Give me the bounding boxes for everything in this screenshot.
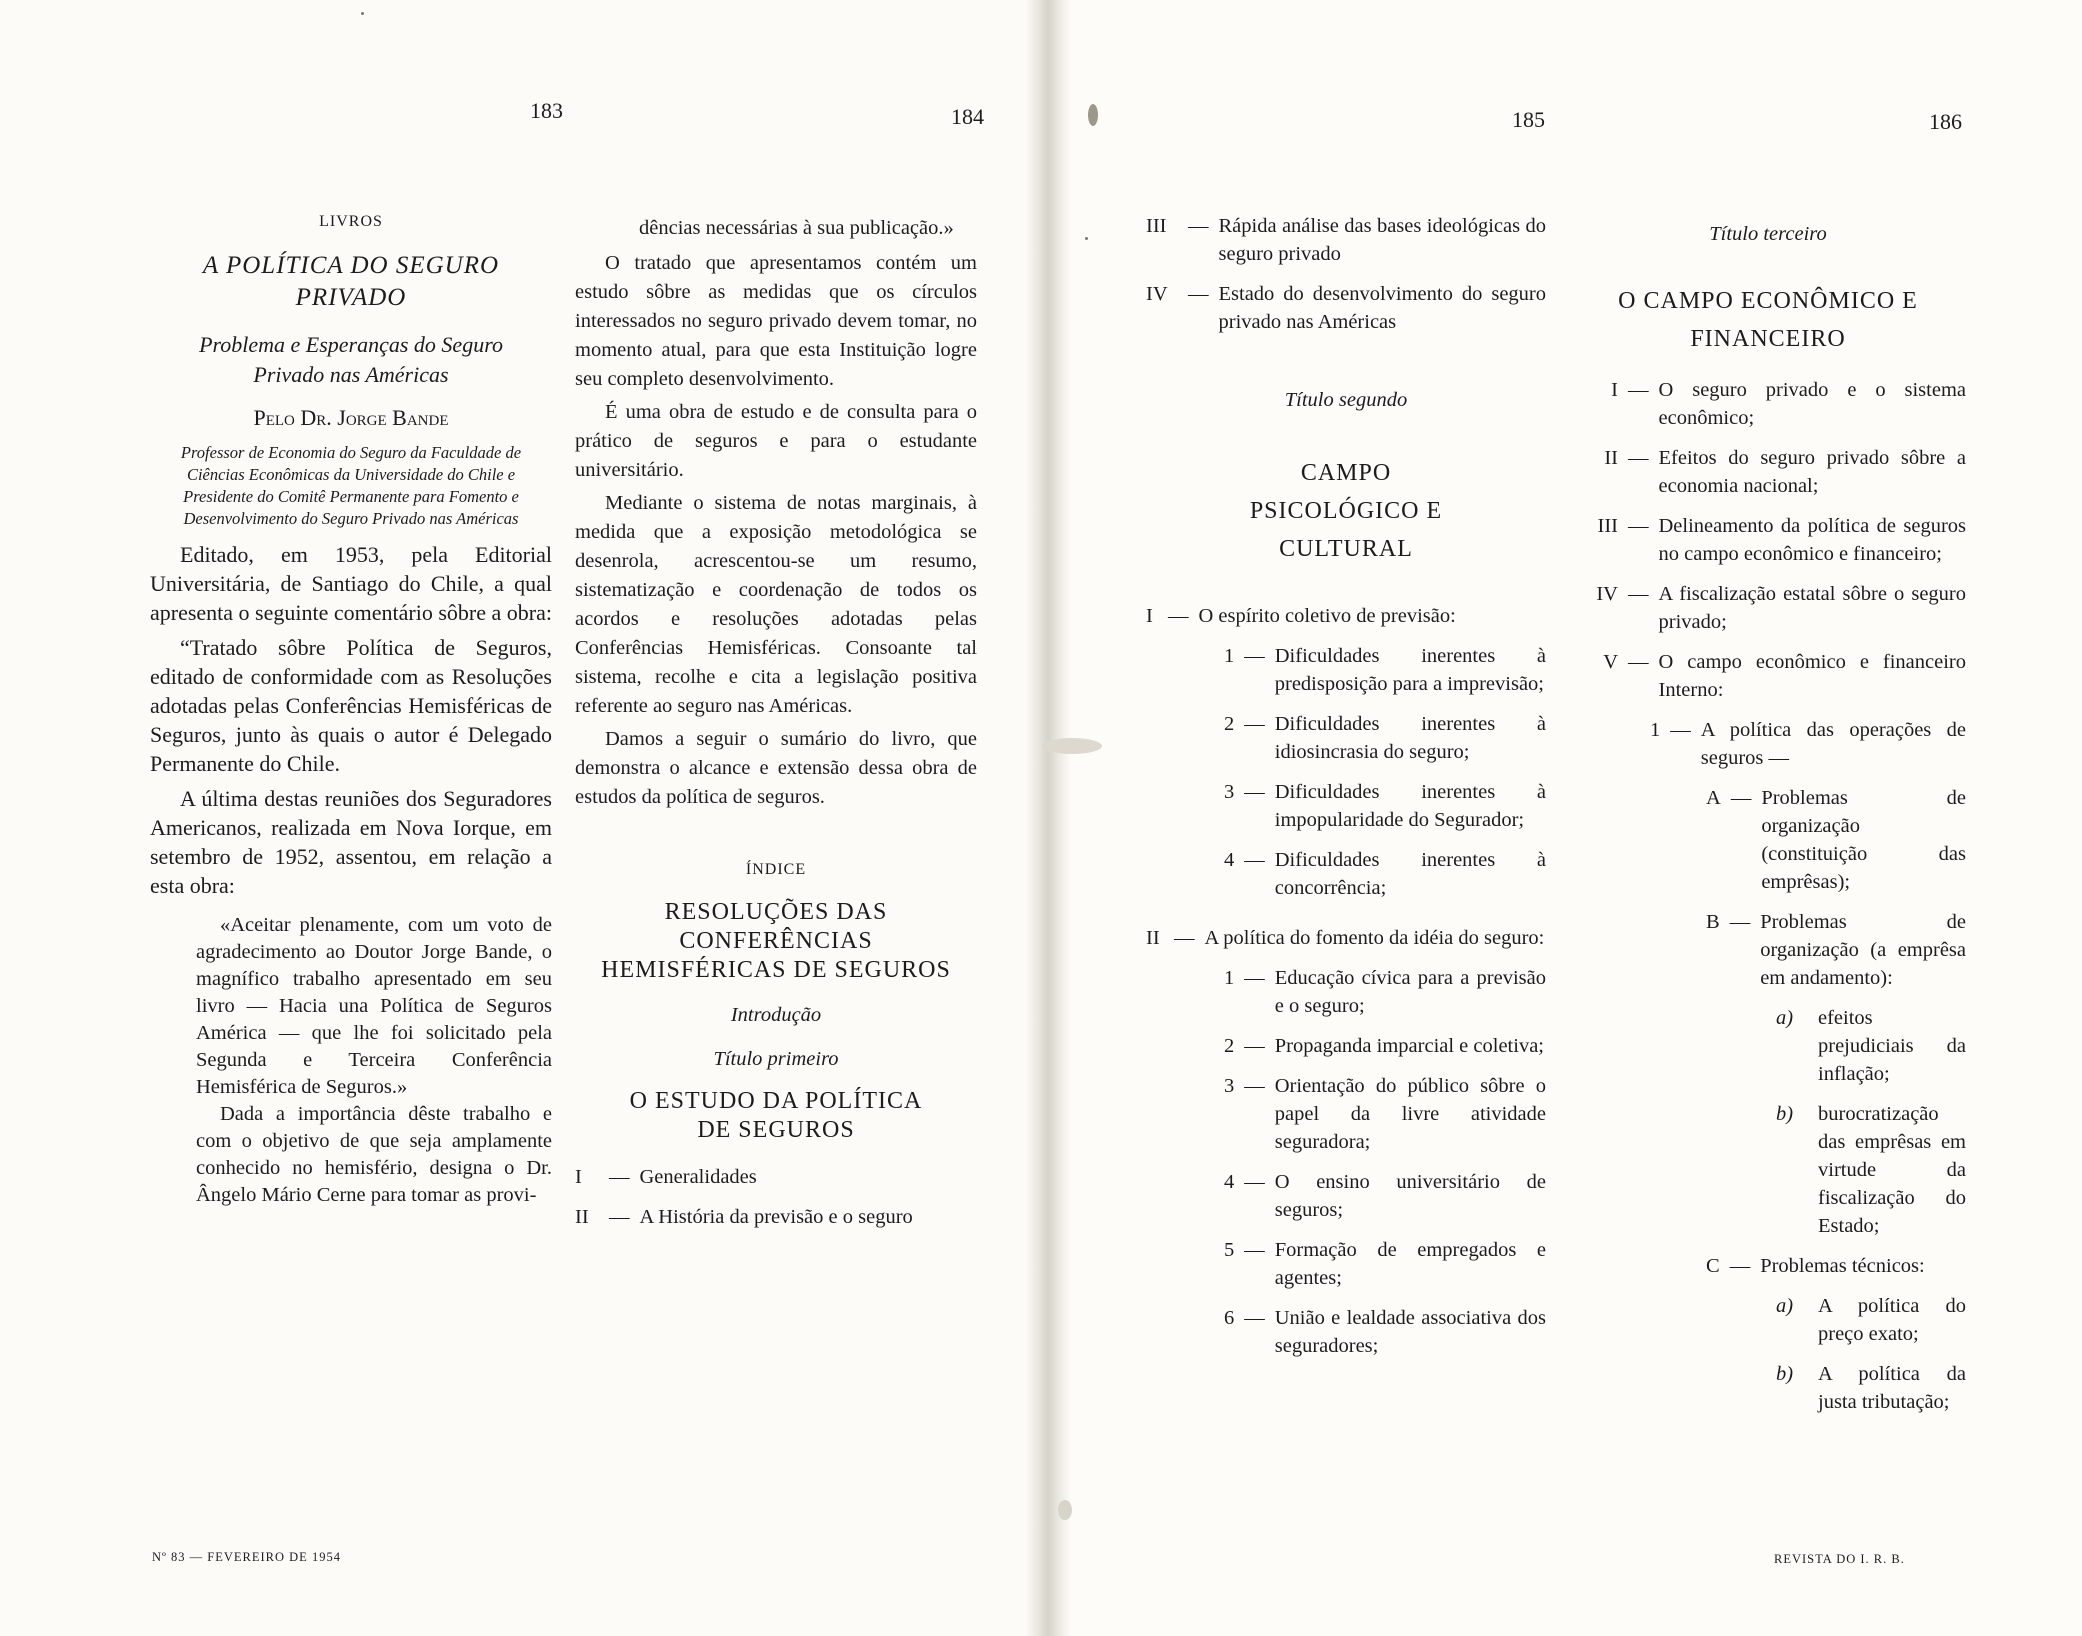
title-third-list bbox=[1570, 376, 1966, 704]
entry-number: 3 bbox=[1224, 781, 1235, 803]
title-first-label: Título primeiro bbox=[713, 1048, 839, 1070]
article-author: Pelo Dr. Jorge Bande bbox=[253, 405, 449, 430]
subentry-item bbox=[1776, 1004, 1966, 1088]
entry-text: Problemas de organização (constituição das emprêsas); bbox=[1761, 787, 1966, 893]
title-first-heading: O ESTUDO DA POLÍTICA DE SEGUROS bbox=[629, 1088, 923, 1143]
index-entry: I — Generalidades bbox=[575, 1163, 977, 1191]
subentry-item bbox=[1776, 1360, 1966, 1416]
page-number-186: 186 bbox=[1929, 109, 1962, 134]
section-II-sublist bbox=[1224, 964, 1546, 1360]
paragraph: Editado, em 1953, pela Editorial Universitária, de Santiago do Chile, a qual apresenta o seguinte comentário sôbre a obra: bbox=[150, 542, 552, 625]
entry-number: 1 bbox=[1224, 645, 1235, 667]
paragraph: É uma obra de estudo e de consulta para o prático de seguros e para o estudante universitário. bbox=[575, 401, 977, 481]
paragraph: “Tratado sôbre Política de Seguros, editado de conformidade com as Resoluções adotadas pelas Conferências Hemisféricas de Seguros, junto às quais o autor é Delegado Permanente do Chile. bbox=[150, 635, 552, 776]
entry-text: Problemas técnicos: bbox=[1760, 1255, 1925, 1277]
entry-text: A política do fomento da idéia do seguro: bbox=[1204, 927, 1545, 949]
index-title: RESOLUÇÕES DAS CONFERÊNCIAS HEMISFÉRICAS DE SEGUROS bbox=[601, 899, 951, 983]
index-entry: II — Efeitos do seguro privado sôbre a economia nacional; bbox=[1570, 444, 1966, 500]
subentry-A: A — Problemas de organização (constituição das emprêsas); bbox=[1706, 784, 1966, 896]
entry-number: I bbox=[575, 1166, 582, 1188]
index-entry: IV — A fiscalização estatal sôbre o seguro privado; bbox=[1570, 580, 1966, 636]
block-quote bbox=[196, 912, 552, 1209]
title-second-heading: CAMPO PSICOLÓGICO E CULTURAL bbox=[1249, 460, 1443, 562]
column-page-186 bbox=[1570, 220, 1966, 1428]
column-page-183 bbox=[150, 208, 552, 1209]
index-entry: I — O seguro privado e o sistema econômico; bbox=[1570, 376, 1966, 432]
quote-paragraph: Dada a importância dêste trabalho e com o objetivo de que seja amplamente conhecido no hemisfério, designa o Dr. Ângelo Mário Cerne para tomar as provi- bbox=[196, 1103, 552, 1206]
binding-stitch bbox=[1042, 738, 1102, 754]
entry-number: III bbox=[1146, 215, 1167, 237]
paragraph: Damos a seguir o sumário do livro, que demonstra o alcance e extensão dessa obra de estudos da política de seguros. bbox=[575, 728, 977, 808]
entry-number: 4 bbox=[1224, 849, 1235, 871]
entry-number: IV bbox=[1146, 283, 1168, 305]
entry-text: Efeitos do seguro privado sôbre a economia nacional; bbox=[1658, 447, 1966, 497]
entry-text: Orientação do público sôbre o papel da livre atividade seguradora; bbox=[1274, 1075, 1546, 1153]
subentry-C-items bbox=[1776, 1292, 1966, 1416]
subentry: 3 — Orientação do público sôbre o papel da livre atividade seguradora; bbox=[1224, 1072, 1546, 1156]
entry-text: A política do preço exato; bbox=[1818, 1295, 1966, 1345]
entry-number: 5 bbox=[1224, 1239, 1235, 1261]
subentry: 1 — Educação cívica para a previsão e o seguro; bbox=[1224, 964, 1546, 1020]
entry-number: V bbox=[1603, 651, 1618, 673]
entry-number: II bbox=[575, 1206, 589, 1228]
entry-text: Dificuldades inerentes à predisposição para a imprevisão; bbox=[1274, 645, 1546, 695]
subentry: 1 — A política das operações de seguros — bbox=[1650, 716, 1966, 772]
quote-paragraph: «Aceitar plenamente, com um voto de agradecimento ao Doutor Jorge Bande, o magnífico trabalho apresentado em seu livro — Hacia una Política de Seguros América — que lhe foi solicitado pela Segunda e Terceira Conferência Hemisférica de Seguros.» bbox=[196, 914, 552, 1098]
page-number-183: 183 bbox=[530, 98, 563, 123]
entry-number: II bbox=[1146, 927, 1160, 949]
entry-text: Rápida análise das bases ideológicas do seguro privado bbox=[1218, 215, 1546, 265]
entry-text: Formação de empregados e agentes; bbox=[1274, 1239, 1546, 1289]
page-number-185: 185 bbox=[1512, 107, 1545, 132]
entry-text: Delineamento da política de seguros no campo econômico e financeiro; bbox=[1658, 515, 1966, 565]
index-label: ÍNDICE bbox=[745, 861, 807, 878]
entry-number: b) bbox=[1776, 1363, 1794, 1385]
paragraph: dências necessárias à sua publicação.» bbox=[639, 217, 954, 239]
body-text bbox=[575, 214, 977, 812]
subsection-letters bbox=[1706, 784, 1966, 1416]
entry-text: Dificuldades inerentes à concorrência; bbox=[1274, 849, 1546, 899]
subentry: 4 — Dificuldades inerentes à concorrência; bbox=[1224, 846, 1546, 902]
paper-speck bbox=[361, 12, 364, 15]
page-number-184: 184 bbox=[951, 104, 984, 129]
subentry-B-items bbox=[1776, 1004, 1966, 1240]
title-first-list-continued bbox=[1146, 212, 1546, 336]
entry-text: Problemas de organização (a emprêsa em andamento): bbox=[1760, 911, 1966, 989]
entry-text: Estado do desenvolvimento do seguro privado nas Américas bbox=[1218, 283, 1546, 333]
paragraph: Mediante o sistema de notas marginais, à medida que a exposição metodológica se desenrola, acrescentou-se um resumo, sistematização e coordenação de todos os acordos e resoluções adotadas pelas Conferências Hemisféricas. Consoante tal sistema, recolhe e cita a legislação positiva referente ao seguro nas Américas. bbox=[575, 492, 977, 717]
footer-journal: REVISTA DO I. R. B. bbox=[1774, 1552, 1905, 1566]
title-first-list bbox=[575, 1163, 977, 1231]
entry-text: burocratização das emprêsas em virtude da fiscalização do Estado; bbox=[1818, 1103, 1966, 1237]
paragraph: O tratado que apresentamos contém um estudo sôbre as medidas que os círculos interessados no seguro privado devem tomar, no momento atual, para que esta Instituição logre seu completo desenvolvimento. bbox=[575, 252, 977, 390]
section-II: II — A política do fomento da idéia do seguro: bbox=[1146, 924, 1546, 952]
entry-text: A política das operações de seguros — bbox=[1700, 719, 1966, 769]
entry-number: 1 bbox=[1650, 719, 1661, 741]
entry-number: II bbox=[1604, 447, 1618, 469]
entry-number: 1 bbox=[1224, 967, 1235, 989]
title-third-heading: O CAMPO ECONÔMICO E FINANCEIRO bbox=[1618, 288, 1918, 352]
entry-text: Educação cívica para a previsão e o seguro; bbox=[1274, 967, 1546, 1017]
subentry-item bbox=[1776, 1292, 1966, 1348]
intro-text bbox=[150, 540, 552, 900]
entry-number: A bbox=[1706, 787, 1721, 809]
index-entry: III — Rápida análise das bases ideológicas do seguro privado bbox=[1146, 212, 1546, 268]
entry-text: O espírito coletivo de previsão: bbox=[1198, 605, 1456, 627]
section-I: I — O espírito coletivo de previsão: bbox=[1146, 602, 1546, 630]
subentry: 6 — União e lealdade associativa dos seguradores; bbox=[1224, 1304, 1546, 1360]
index-entry: IV — Estado do desenvolvimento do seguro privado nas Américas bbox=[1146, 280, 1546, 336]
entry-number: 6 bbox=[1224, 1307, 1235, 1329]
subentry: 5 — Formação de empregados e agentes; bbox=[1224, 1236, 1546, 1292]
entry-text: efeitos prejudiciais da inflação; bbox=[1818, 1007, 1966, 1085]
entry-number: a) bbox=[1776, 1295, 1794, 1317]
entry-text: O seguro privado e o sistema econômico; bbox=[1658, 379, 1966, 429]
entry-text: Dificuldades inerentes à impopularidade do Segurador; bbox=[1274, 781, 1546, 831]
subentry-item bbox=[1776, 1100, 1966, 1240]
article-title: A POLÍTICA DO SEGURO PRIVADO bbox=[202, 252, 500, 311]
paragraph: A última destas reuniões dos Seguradores Americanos, realizada em Nova Iorque, em setembro de 1952, assentou, em relação a esta obra: bbox=[150, 786, 552, 898]
title-second-label: Título segundo bbox=[1284, 389, 1408, 411]
column-page-184 bbox=[575, 214, 977, 1243]
entry-text: União e lealdade associativa dos seguradores; bbox=[1274, 1307, 1546, 1357]
subentry: 4 — O ensino universitário de seguros; bbox=[1224, 1168, 1546, 1224]
entry-text: O ensino universitário de seguros; bbox=[1274, 1171, 1546, 1221]
entry-number: 3 bbox=[1224, 1075, 1235, 1097]
entry-text: Dificuldades inerentes à idiosincrasia do seguro; bbox=[1274, 713, 1546, 763]
section-label: LIVROS bbox=[319, 213, 383, 230]
entry-text: A política da justa tributação; bbox=[1818, 1363, 1966, 1413]
author-affiliation: Professor de Economia do Seguro da Faculdade de Ciências Econômicas da Universidade do Chile e Presidente do Comitê Permanente para Fomento e Desenvolvimento do Seguro Privado nas Américas bbox=[180, 443, 522, 528]
binding-stitch bbox=[1058, 1500, 1072, 1520]
article-subtitle: Problema e Esperanças do Seguro Privado nas Américas bbox=[199, 332, 503, 387]
entry-number: a) bbox=[1776, 1007, 1794, 1029]
subentry: 1 — Dificuldades inerentes à predisposição para a imprevisão; bbox=[1224, 642, 1546, 698]
entry-number: I bbox=[1146, 605, 1153, 627]
title-third-label: Título terceiro bbox=[1709, 223, 1827, 245]
subentry-B: B — Problemas de organização (a emprêsa em andamento): bbox=[1706, 908, 1966, 992]
paper-speck bbox=[1085, 237, 1088, 240]
binding-gutter bbox=[1025, 0, 1071, 1636]
index-entry: II — A História da previsão e o seguro bbox=[575, 1203, 977, 1231]
index-entry: V — O campo econômico e financeiro Interno: bbox=[1570, 648, 1966, 704]
entry-number: C bbox=[1706, 1255, 1720, 1277]
entry-number: B bbox=[1706, 911, 1720, 933]
subentry: 2 — Propaganda imparcial e coletiva; bbox=[1224, 1032, 1546, 1060]
section-I-sublist bbox=[1224, 642, 1546, 902]
entry-text: A fiscalização estatal sôbre o seguro privado; bbox=[1658, 583, 1966, 633]
entry-number: 2 bbox=[1224, 713, 1235, 735]
entry-number: III bbox=[1597, 515, 1618, 537]
subentry-C: C — Problemas técnicos: bbox=[1706, 1252, 1966, 1280]
subentry: 2 — Dificuldades inerentes à idiosincrasia do seguro; bbox=[1224, 710, 1546, 766]
entry-number: b) bbox=[1776, 1103, 1794, 1125]
entry-number: IV bbox=[1596, 583, 1618, 605]
subentry: 3 — Dificuldades inerentes à impopularidade do Segurador; bbox=[1224, 778, 1546, 834]
entry-text: A História da previsão e o seguro bbox=[639, 1206, 913, 1228]
intro-label: Introdução bbox=[730, 1004, 822, 1026]
entry-number: 2 bbox=[1224, 1035, 1235, 1057]
binding-stitch bbox=[1088, 104, 1098, 126]
column-page-185 bbox=[1146, 212, 1546, 1372]
entry-text: O campo econômico e financeiro Interno: bbox=[1658, 651, 1966, 701]
entry-text: Generalidades bbox=[639, 1166, 757, 1188]
entry-number: 4 bbox=[1224, 1171, 1235, 1193]
index-entry: III — Delineamento da política de seguros no campo econômico e financeiro; bbox=[1570, 512, 1966, 568]
entry-number: I bbox=[1611, 379, 1618, 401]
footer-issue: Nº 83 — FEVEREIRO DE 1954 bbox=[152, 1550, 341, 1564]
entry-text: Propaganda imparcial e coletiva; bbox=[1274, 1035, 1544, 1057]
subsection-1 bbox=[1650, 716, 1966, 1416]
